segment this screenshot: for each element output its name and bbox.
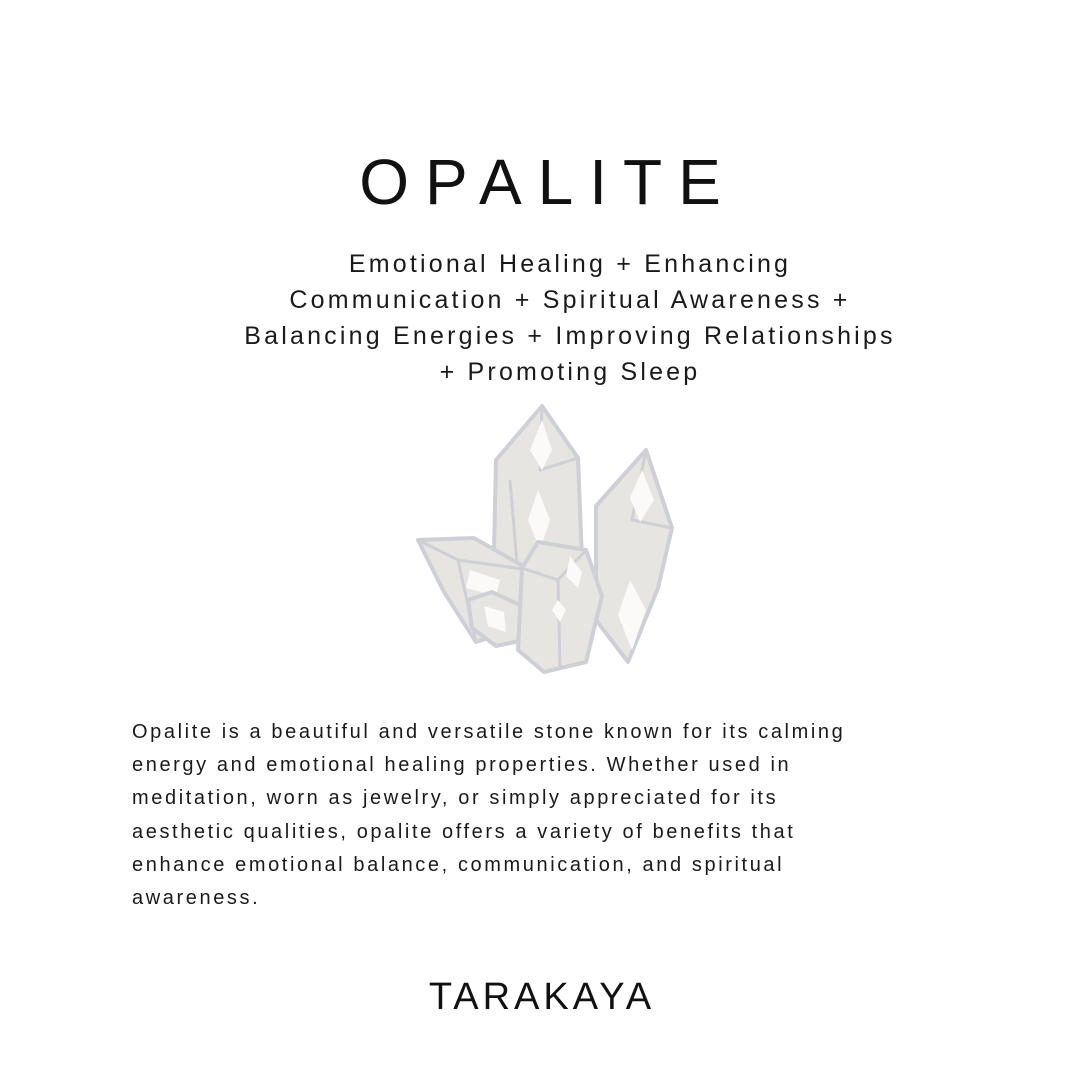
description-line: Opalite is a beautiful and versatile stone known for its calming [132, 721, 846, 743]
benefits-line: Communication + Spiritual Awareness + [289, 286, 851, 314]
benefits-line: Balancing Energies + Improving Relationships [244, 322, 896, 350]
description-line: awareness. [132, 887, 261, 910]
page-title: OPALITE [359, 146, 737, 218]
description-line: energy and emotional healing properties. Whether used in [132, 754, 792, 777]
benefits-line: + Promoting Sleep [439, 358, 701, 386]
crystal-cluster-icon [410, 400, 680, 680]
brand-logo-text: TARAKAYA [428, 976, 656, 1018]
description-line: aesthetic qualities, opalite offers a variety of benefits that [132, 820, 796, 843]
description-line: enhance emotional balance, communication, and spiritual [132, 853, 785, 876]
description-line: meditation, worn as jewelry, or simply appreciated for its [132, 787, 779, 810]
benefits-list [180, 246, 960, 390]
benefits-line: Emotional Healing + Enhancing [348, 250, 792, 278]
description-paragraph [132, 716, 962, 915]
